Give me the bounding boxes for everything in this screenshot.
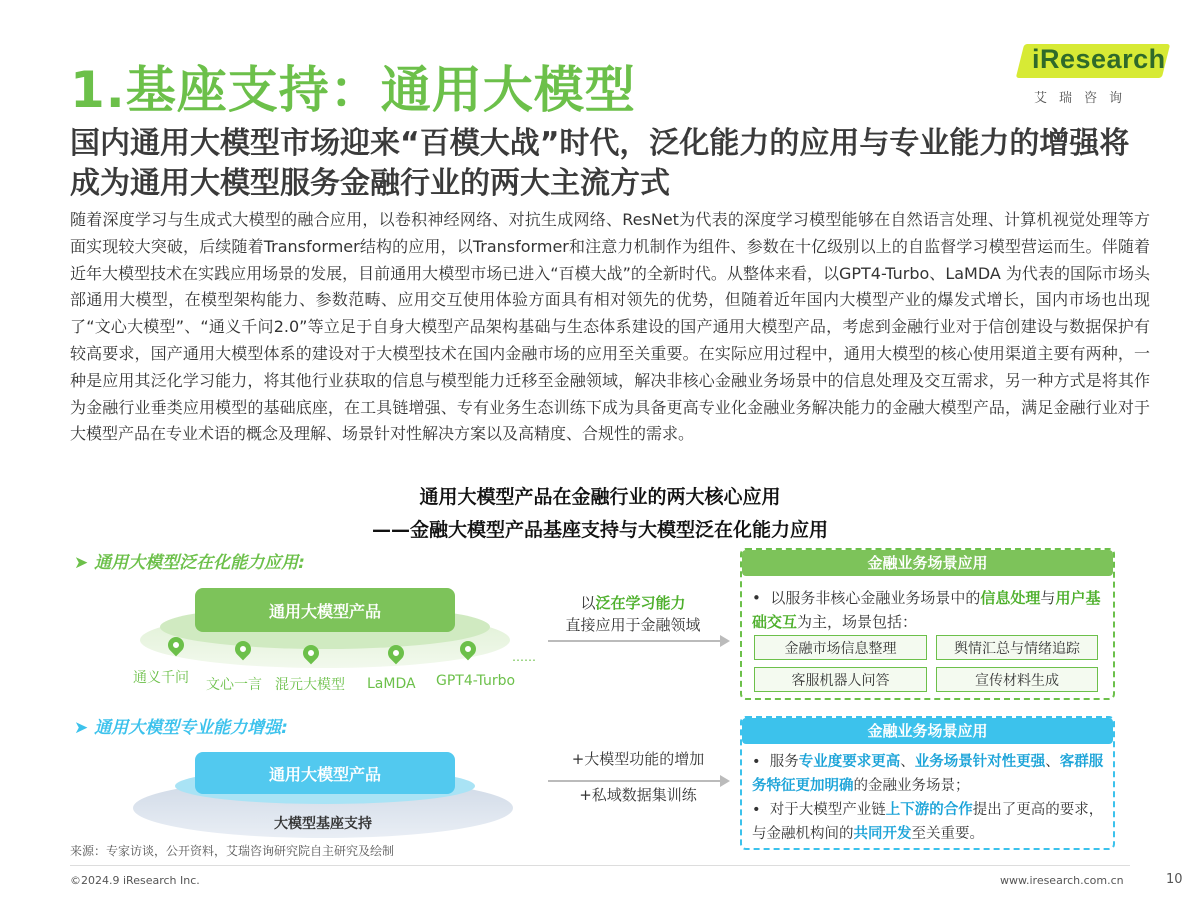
b1-hl3: 客群服务特征更加明确 bbox=[752, 754, 1104, 794]
b2-pre: 对于大模型产业链 bbox=[769, 802, 886, 818]
b2-hl1: 上下游的合作 bbox=[885, 802, 973, 818]
box1-mid: 与 bbox=[1040, 589, 1056, 607]
model-label: 混元大模型 bbox=[275, 677, 345, 693]
general-model-pill-2: 通用大模型产品 bbox=[195, 752, 455, 794]
scenario-cell: 舆情汇总与情绪追踪 bbox=[936, 635, 1098, 660]
b1-hl1: 专业度要求更高 bbox=[798, 754, 901, 770]
diagram-title-line2: ——金融大模型产品基座支持与大模型泛在化能力应用 bbox=[371, 519, 828, 541]
box2-header: 金融业务场景应用 bbox=[742, 718, 1113, 744]
model-label: GPT4-Turbo bbox=[436, 673, 516, 689]
box1-pre: 以服务非核心金融业务场景中的 bbox=[770, 589, 981, 607]
logo-text: iResearch bbox=[1032, 44, 1166, 74]
footer-website: www.iresearch.com.cn bbox=[1000, 874, 1124, 887]
general-model-pill: 通用大模型产品 bbox=[195, 588, 455, 632]
arrow1-prefix: 以 bbox=[580, 594, 596, 612]
box2-bullet1: • 服务专业度要求更高、业务场景针对性更强、客群服务特征更加明确的金融业务场景； bbox=[752, 754, 1104, 794]
box1-hl1: 信息处理 bbox=[980, 589, 1041, 607]
logo-subtitle: 艾瑞咨询 bbox=[1034, 91, 1135, 106]
b1-hl2: 业务场景针对性更强 bbox=[914, 754, 1046, 770]
b2-mid: 提出了更高的要求，与金融机构间的 bbox=[752, 802, 1104, 842]
b1-pre: 服务 bbox=[769, 754, 799, 770]
b1-post: 的金融业务场景； bbox=[853, 778, 970, 794]
iresearch-logo bbox=[1020, 38, 1170, 108]
arrow-right-icon bbox=[548, 640, 728, 642]
model-ellipsis: …… bbox=[512, 650, 536, 664]
model-label: 文心一言 bbox=[206, 677, 262, 693]
footer-divider bbox=[70, 865, 1130, 866]
arrow1-line2: 直接应用于金融领域 bbox=[565, 616, 701, 634]
box1-text: • 以服务非核心金融业务场景中的信息处理与用户基础交互为主，场景包括： bbox=[752, 589, 1101, 631]
page-subtitle: 国内通用大模型市场迎来“百模大战”时代，泛化能力的应用与专业能力的增强将成为通用大模型服务金融行业的两大主流方式 bbox=[70, 126, 1130, 201]
b1-sep1: 、 bbox=[900, 754, 915, 770]
page-title: 1.基座支持：通用大模型 bbox=[70, 61, 636, 119]
base-support-label: 大模型基座支持 bbox=[274, 816, 372, 832]
arrow2-text1: +大模型功能的增加 bbox=[571, 750, 705, 768]
arrow2-text2: +私域数据集训练 bbox=[579, 786, 697, 804]
arrow1-highlight: 泛在学习能力 bbox=[595, 594, 686, 612]
section2-label: ➤ 通用大模型专业能力增强: bbox=[74, 718, 288, 738]
source-note: 来源：专家访谈，公开资料，艾瑞咨询研究院自主研究及绘制 bbox=[70, 844, 395, 858]
box-financial-scenario-2 bbox=[740, 716, 1115, 850]
scenario-cell: 金融市场信息整理 bbox=[754, 635, 927, 660]
b2-hl2: 共同开发 bbox=[853, 826, 912, 842]
box1-post: 为主，场景包括： bbox=[797, 613, 918, 631]
scenario-cell: 宣传材料生成 bbox=[936, 667, 1098, 692]
box1-header: 金融业务场景应用 bbox=[742, 550, 1113, 576]
box1-hl2: 用户基础交互 bbox=[752, 589, 1101, 631]
scenario-cell: 客服机器人问答 bbox=[754, 667, 927, 692]
box2-bullet2: • 对于大模型产业链上下游的合作提出了更高的要求，与金融机构间的共同开发至关重要。 bbox=[752, 802, 1104, 842]
arrow-right-icon bbox=[548, 780, 728, 782]
body-paragraph: 随着深度学习与生成式大模型的融合应用，以卷积神经网络、对抗生成网络、ResNet为代表的深度学习模型能够在自然语言处理、计算机视觉处理等方面实现较大突破，后续随着Transformer结构的应用，以Transformer和注意力机制作为组件、参数在十亿级别以上的自监督学习模型营运而生。伴随着近年大模型技术在实践应用场景的发展，目前通用大模型市场已进入“百模大战”的全新时代。从整体来看，以GPT4-Turbo、LaMDA 为代表的国际市场头部通用大模型，在模型架构能力、参数范畴、应用交互使用体验方面具有相对领先的优势，但随着近年国内大模型产业的爆发式增长，国内市场也出现了“文心大模型”、“通义千问2.0”等立足于自身大模型产品架构基础与生态体系建设的国产通用大模型产品，考虑到金融行业对于信创建设与数据保护有较高要求，国产通用大模型体系的建设对于大模型技术在国内金融市场的应用至关重要。在实际应用过程中，通用大模型的核心使用渠道主要有两种，一种是应用其泛化学习能力，将其他行业获取的信息与模型能力迁移至金融领域，解决非核心金融业务场景中的信息处理及交互需求，另一种方式是将其作为金融行业垂类应用模型的基础底座，在工具链增强、专有业务生态训练下成为具备更高专业化金融业务解决能力的金融大模型产品，满足金融行业对于大模型产品在专业术语的概念及理解、场景针对性解决方案以及高精度、合规性的需求。 bbox=[70, 210, 1150, 444]
b2-post: 至关重要。 bbox=[911, 826, 984, 842]
b1-sep2: 、 bbox=[1045, 754, 1060, 770]
model-label: 通义千问 bbox=[133, 670, 189, 686]
arrow1-text bbox=[548, 592, 718, 636]
diagram-title-line1: 通用大模型产品在金融行业的两大核心应用 bbox=[419, 486, 781, 508]
section1-label: ➤ 通用大模型泛在化能力应用: bbox=[74, 553, 305, 573]
box-financial-scenario-1 bbox=[740, 548, 1115, 700]
page-number: 10 bbox=[1166, 872, 1183, 887]
footer-copyright: ©2024.9 iResearch Inc. bbox=[70, 874, 200, 887]
model-label: LaMDA bbox=[367, 676, 416, 692]
